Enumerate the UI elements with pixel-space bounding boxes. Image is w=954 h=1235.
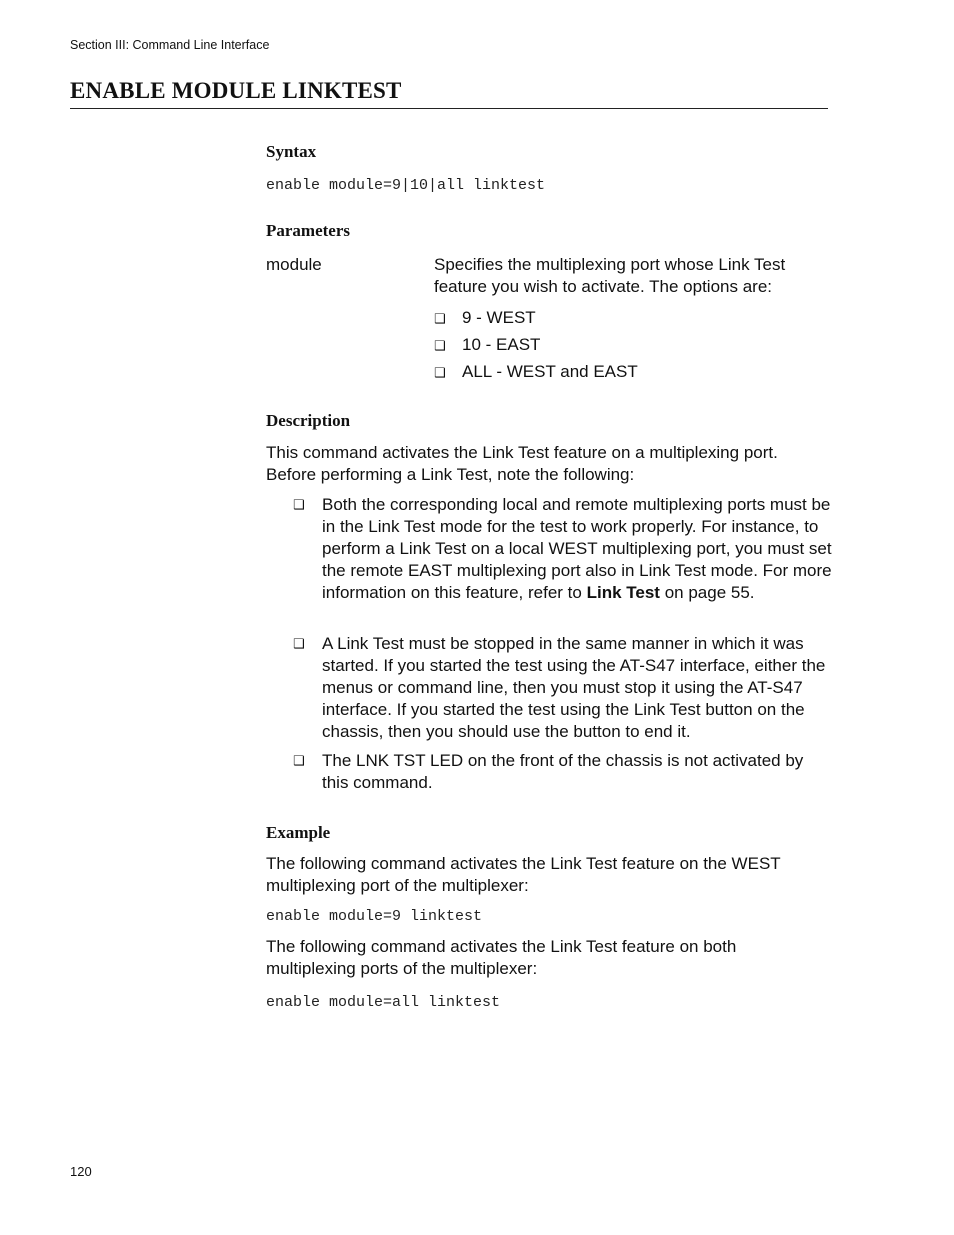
bullet-item [293, 494, 833, 604]
option-item [434, 307, 536, 330]
option-item [434, 361, 638, 384]
example-code-1: enable module=9 linktest [266, 908, 483, 925]
example-text-1: The following command activates the Link Test feature on the WEST multiplexing port of the multiplexer: [266, 854, 781, 895]
checkbox-icon: ❑ [434, 338, 446, 353]
page-number: 120 [70, 1164, 92, 1179]
parameter-description: Specifies the multiplexing port whose Link Test feature you wish to activate. The options are: [434, 255, 786, 296]
checkbox-icon: ❑ [434, 365, 446, 380]
checkbox-icon: ❑ [293, 636, 305, 651]
page-title: ENABLE MODULE LINKTEST [70, 78, 828, 109]
syntax-heading: Syntax [266, 142, 317, 161]
parameters-heading: Parameters [266, 221, 351, 240]
option-label: 9 - WEST [462, 308, 536, 327]
running-head: Section III: Command Line Interface [70, 38, 270, 52]
bullet-text: The LNK TST LED on the front of the chassis is not activated by this command. [322, 751, 804, 792]
bullet-item [293, 633, 833, 743]
option-label: ALL - WEST and EAST [462, 362, 638, 381]
example-heading: Example [266, 823, 331, 842]
bullet-text: A Link Test must be stopped in the same manner in which it was started. If you started the test using the AT-S47 interface, either the menus or command line, then you must stop it using the AT-S47 interface. If you started the test using the Link Test button on the chassis, then you should use the button to end it. [322, 634, 826, 741]
checkbox-icon: ❑ [293, 753, 305, 768]
example-code-2: enable module=all linktest [266, 994, 501, 1011]
option-item [434, 334, 540, 357]
parameter-name: module [266, 255, 322, 274]
checkbox-icon: ❑ [434, 311, 446, 326]
option-label: 10 - EAST [462, 335, 541, 354]
description-heading: Description [266, 411, 351, 430]
link-test-reference[interactable]: Link Test [586, 583, 660, 602]
bullet-text: Both the corresponding local and remote multiplexing ports must be in the Link Test mode for the test to work properly. For instance, to perform a Link Test on a local WEST multiplexing port, you must set the remote EAST multiplexing port also in Link Test mode. For more information on this feature, refer to Link Test on page 55. [322, 495, 832, 602]
checkbox-icon: ❑ [293, 497, 305, 512]
bullet-item [293, 750, 833, 794]
example-text-2: The following command activates the Link Test feature on both multiplexing ports of the multiplexer: [266, 937, 737, 978]
syntax-code: enable module=9|10|all linktest [266, 177, 546, 194]
description-intro: This command activates the Link Test feature on a multiplexing port. Before performing a Link Test, note the following: [266, 443, 778, 484]
